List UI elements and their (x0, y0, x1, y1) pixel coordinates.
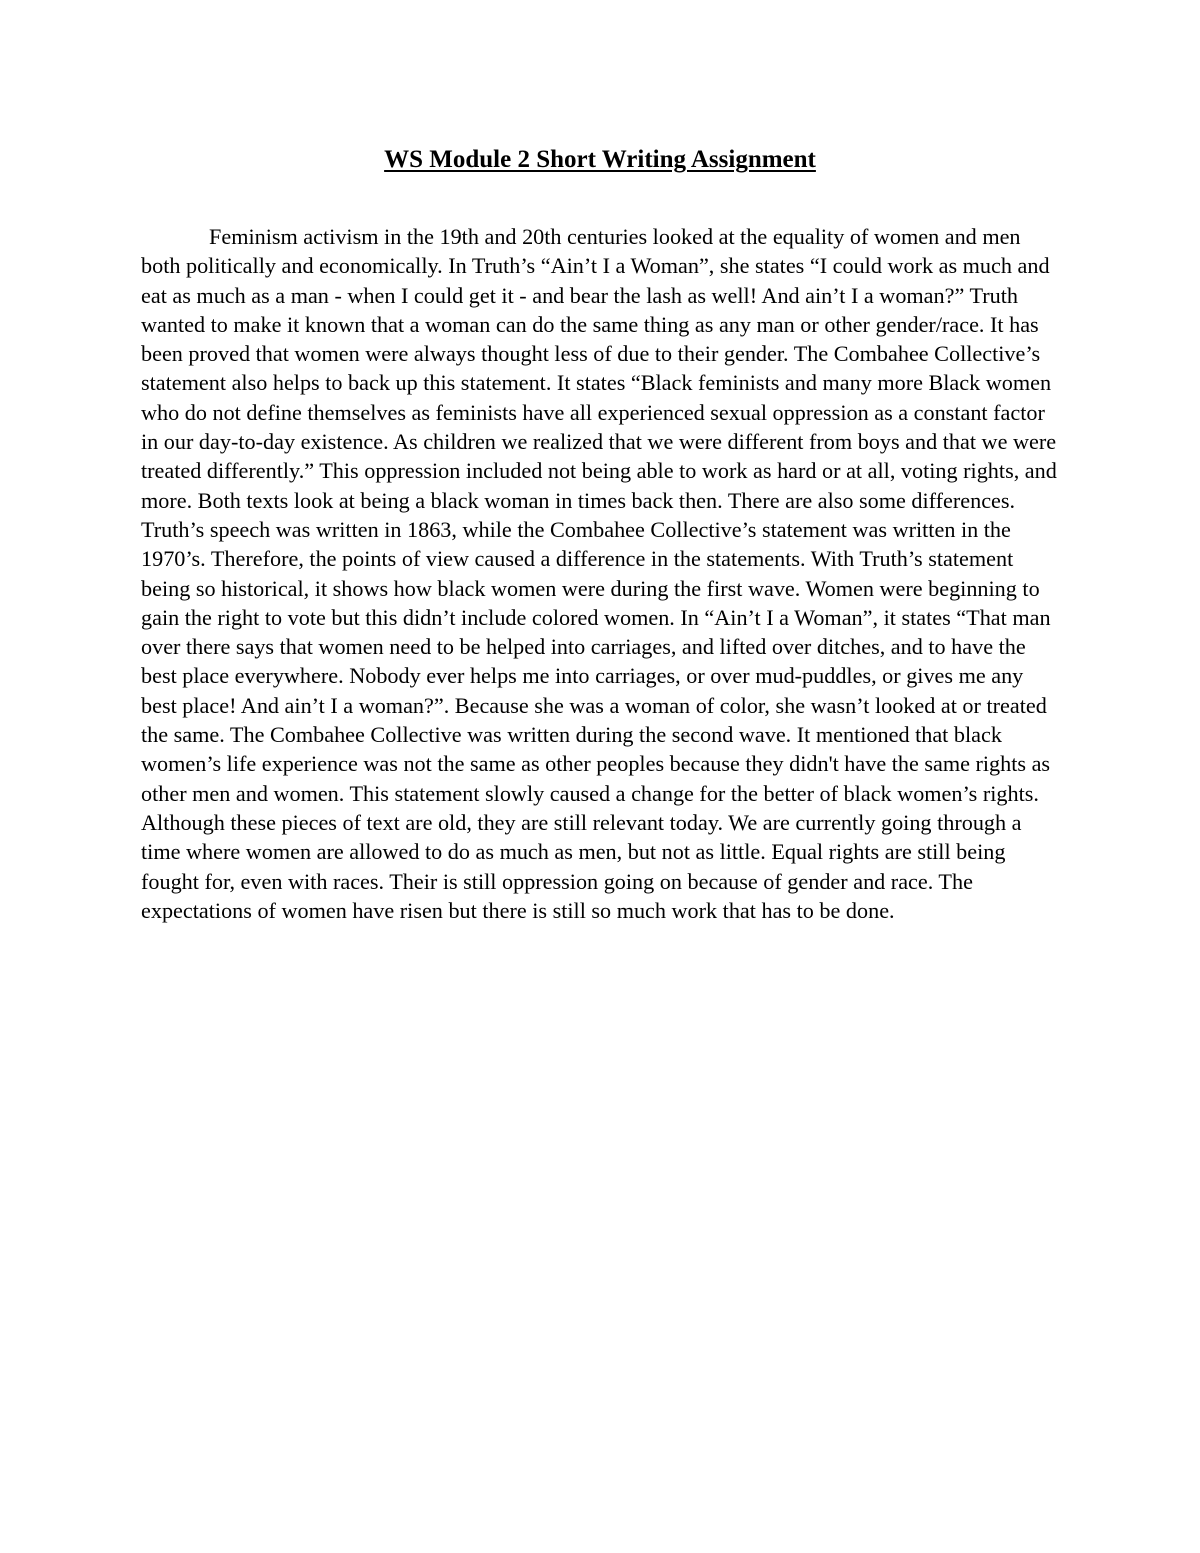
body-paragraph: Feminism activism in the 19th and 20th centuries looked at the equality of women and men both politically and economically. In Truth’s “Ain’t I a Woman”, she states “I could work as much and eat as much as a man - when I could get it - and bear the lash as well! And ain’t I a woman?” Truth wanted to make it known that a woman can do the same thing as any man or other gender/race. It has been proved that women were always thought less of due to their gender. The Combahee Collective’s statement also helps to back up this statement. It states “Black feminists and many more Black women who do not define themselves as feminists have all experienced sexual oppression as a constant factor in our day-to-day existence. As children we realized that we were different from boys and that we were treated differently.” This oppression included not being able to work as hard or at all, voting rights, and more. Both texts look at being a black woman in times back then. There are also some differences. Truth’s speech was written in 1863, while the Combahee Collective’s statement was written in the 1970’s. Therefore, the points of view caused a difference in the statements. With Truth’s statement being so historical, it shows how black women were during the first wave. Women were beginning to gain the right to vote but this didn’t include colored women. In “Ain’t I a Woman”, it states “That man over there says that women need to be helped into carriages, and lifted over ditches, and to have the best place everywhere. Nobody ever helps me into carriages, or over mud-puddles, or gives me any best place! And ain’t I a woman?”. Because she was a woman of color, she wasn’t looked at or treated the same. The Combahee Collective was written during the second wave. It mentioned that black women’s life experience was not the same as other peoples because they didn't have the same rights as other men and women. This statement slowly caused a change for the better of black women’s rights. Although these pieces of text are old, they are still relevant today. We are currently going through a time where women are allowed to do as much as men, but not as little. Equal rights are still being fought for, even with races. Their is still oppression going on because of gender and race. The expectations of women have risen but there is still so much work that has to be done. (141, 224, 1057, 923)
document-title: WS Module 2 Short Writing Assignment (384, 146, 816, 173)
